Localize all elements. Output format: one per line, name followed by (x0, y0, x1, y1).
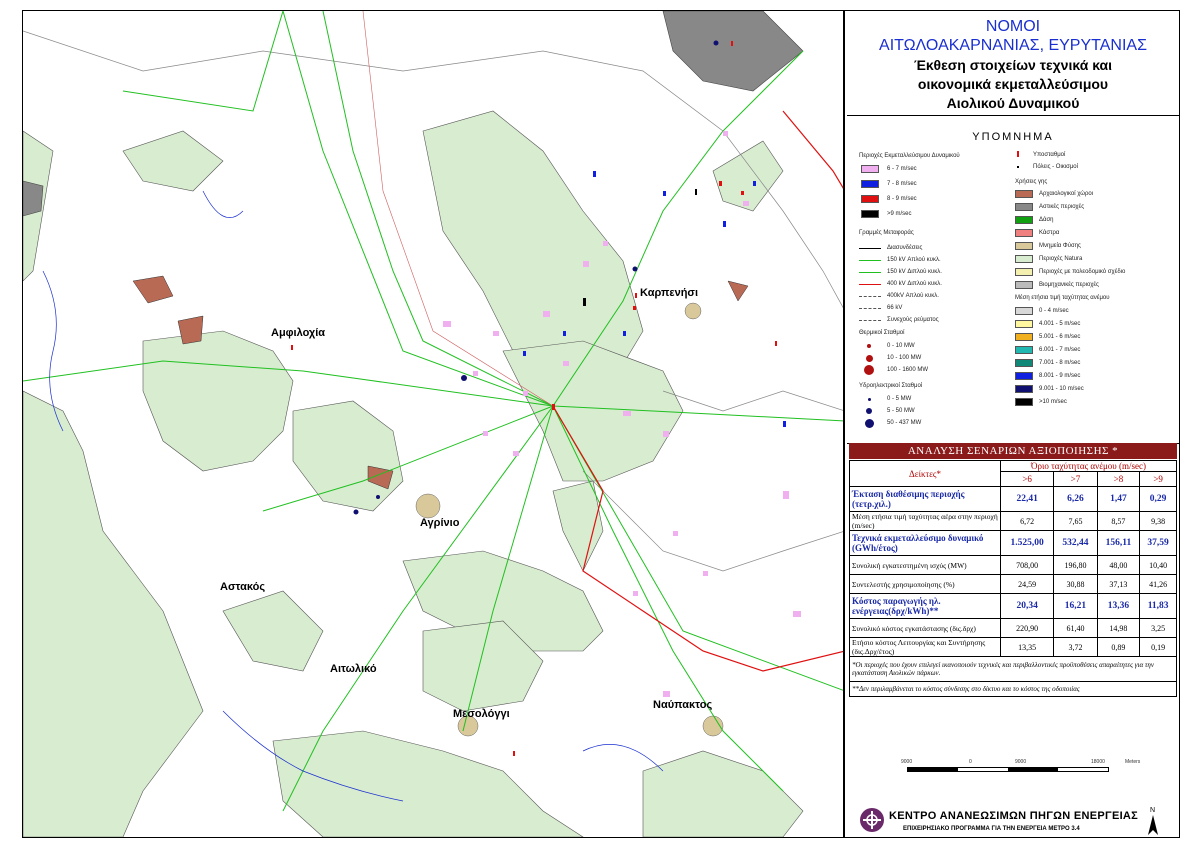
table-cell: 8,57 (1097, 512, 1140, 531)
table-cell: 3,72 (1054, 638, 1097, 657)
table-cell: 48,00 (1097, 556, 1140, 575)
archaeological-site (728, 281, 748, 301)
legend-line (859, 284, 881, 285)
legend-swatch (861, 180, 879, 188)
legend-label: Βιομηχανικές περιοχές (1039, 282, 1099, 288)
scale-label: 18000 (1091, 759, 1105, 765)
legend-heading: Χρήσεις γης (1015, 179, 1048, 185)
legend-label: 66 kV (887, 305, 903, 311)
table-cell: 41,26 (1140, 575, 1177, 594)
legend-label: Συνεχούς ρεύματος (887, 317, 939, 323)
row-label: Συντελεστής χρησιμοποίησης (%) (850, 575, 1001, 594)
natura-area (273, 731, 583, 837)
legend-heading: Υδροηλεκτρικοί Σταθμοί (859, 383, 923, 389)
legend-swatch (861, 165, 879, 173)
city-icon (1017, 166, 1019, 168)
legend-label: 0 - 4 m/sec (1039, 308, 1069, 314)
legend-label: Αστικές περιοχές (1039, 204, 1085, 210)
table-cell: 1.525,00 (1001, 531, 1054, 556)
legend-label: 8.001 - 9 m/sec (1039, 373, 1081, 379)
legend-label: Περιοχές Natura (1039, 256, 1083, 262)
legend-label: Πόλεις - Οικισμοί (1033, 164, 1078, 170)
legend-label: 4.001 - 5 m/sec (1039, 321, 1081, 327)
table-cell: 220,90 (1001, 619, 1054, 638)
analysis-rows (850, 487, 1177, 657)
legend-heading: Περιοχές Εκμεταλλεύσιμου Δυναμικού (859, 153, 960, 159)
legend-line (859, 272, 881, 273)
legend-swatch (1015, 346, 1033, 354)
table-cell: 196,80 (1054, 556, 1097, 575)
program-name: ΕΠΙΧΕΙΡΗΣΙΑΚΟ ΠΡΟΓΡΑΜΜΑ ΓΙΑ ΤΗΝ ΕΝΕΡΓΕΙΑ ΜΕΤΡΟ 3.4 (903, 826, 1080, 832)
legend-swatch (861, 210, 879, 218)
legend-swatch (1015, 216, 1033, 224)
threshold-header: >9 (1140, 472, 1177, 487)
legend-line (859, 320, 881, 321)
legend-label: >9 m/sec (887, 211, 912, 217)
table-cell: 13,36 (1097, 594, 1140, 619)
table-cell: 156,11 (1097, 531, 1140, 556)
legend-label: 7.001 - 8 m/sec (1039, 360, 1081, 366)
legend-swatch (1015, 242, 1033, 250)
table-row (850, 512, 1177, 531)
legend-label: Αρχαιολογικοί χώροι (1039, 191, 1094, 197)
natura-area (143, 331, 293, 471)
legend-label: 0 - 10 MW (887, 343, 915, 349)
hydro-station-icon (866, 408, 872, 414)
legend-label: Κάστρα (1039, 230, 1060, 236)
scale-label: 9000 (1015, 759, 1027, 765)
table-cell: 0,29 (1140, 487, 1177, 512)
legend-swatch (1015, 359, 1033, 367)
hydro-station-icon (865, 419, 874, 428)
natura-area (713, 141, 783, 211)
table-cell: 16,21 (1054, 594, 1097, 619)
natura-area (643, 751, 803, 837)
legend-label: 100 - 1600 MW (887, 367, 929, 373)
town-label: Αμφιλοχία (271, 327, 326, 339)
table-row (850, 487, 1177, 512)
urban-area (23, 181, 43, 216)
map-canvas (23, 11, 845, 837)
table-cell: 22,41 (1001, 487, 1054, 512)
analysis-note: **Δεν περιλαμβάνεται το κόστος σύνδεσης στο δίκτυο και το κόστος της οδοποιίας (850, 682, 1177, 697)
analysis-note: *Οι περιοχές που έχουν επιλεγεί ικανοποιούν τεχνικές και περιβαλλοντικές προϋποθέσεις απαραίτητες για την εγκατάσταση Αιολικών πάρκων. (850, 657, 1177, 682)
legend-swatch (1015, 372, 1033, 380)
legend-swatch (1015, 398, 1033, 406)
natura-area (293, 401, 403, 511)
legend-label: 0 - 5 MW (887, 396, 912, 402)
row-label: Συνολικό κόστος εγκατάστασης (δις.δρχ) (850, 619, 1001, 638)
table-cell: 7,65 (1054, 512, 1097, 531)
table-cell: 6,72 (1001, 512, 1054, 531)
legend-label: 5 - 50 MW (887, 408, 915, 414)
legend-swatch (1015, 281, 1033, 289)
title-block (847, 11, 1179, 116)
table-cell: 6,26 (1054, 487, 1097, 512)
legend-line (859, 296, 881, 297)
legend-label: 150 kV Απλού κυκλ. (887, 257, 941, 263)
legend-label: Περιοχές με πολεοδομικό σχέδιο (1039, 269, 1126, 275)
table-row (850, 575, 1177, 594)
town-label: Καρπενήσι (640, 287, 699, 299)
table-cell: 30,88 (1054, 575, 1097, 594)
map-panel[interactable] (23, 11, 845, 837)
table-cell: 3,25 (1140, 619, 1177, 638)
legend (847, 117, 1179, 444)
legend-label: >10 m/sec (1039, 399, 1067, 405)
legend-swatch (1015, 190, 1033, 198)
table-cell: 20,34 (1001, 594, 1054, 619)
hydro-station-icon (868, 398, 871, 401)
legend-swatch (1015, 203, 1033, 211)
legend-label: 150 kV Διπλού κυκλ. (887, 269, 942, 275)
title-line: ΝΟΜΟΙ (985, 18, 1041, 35)
substation-icon (1017, 151, 1019, 157)
subtitle-line: Έκθεση στοιχείων τεχνικά και (913, 57, 1113, 73)
legend-line (859, 308, 881, 309)
legend-swatch (1015, 320, 1033, 328)
analysis-header: ΑΝΑΛΥΣΗ ΣΕΝΑΡΙΩΝ ΑΞΙΟΠΟΙΗΣΗΣ * (849, 443, 1177, 459)
table-row (850, 638, 1177, 657)
table-cell: 11,83 (1140, 594, 1177, 619)
legend-swatch (1015, 385, 1033, 393)
town-label: Μεσολόγγι (453, 708, 510, 720)
indicators-header: Δείκτες* (850, 461, 1001, 487)
subtitle-line: οικονομικά εκμεταλλεύσιμου (917, 76, 1109, 92)
row-label: Μέση ετήσια τιμή ταχύτητας αέρα στην περιοχή (m/sec) (850, 512, 1001, 531)
legend-label: 9.001 - 10 m/sec (1039, 386, 1084, 392)
limit-header: Όριο ταχύτητας ανέμου (m/sec) (1001, 461, 1177, 472)
natura-area (23, 391, 203, 837)
analysis-panel (847, 443, 1179, 759)
legend-heading: Μέση ετήσια τιμή ταχύτητας ανέμου (1015, 295, 1110, 301)
threshold-header: >8 (1097, 472, 1140, 487)
urban-area (663, 11, 803, 91)
table-row (850, 556, 1177, 575)
row-label: Συνολική εγκατεστημένη ισχύς (MW) (850, 556, 1001, 575)
table-cell: 10,40 (1140, 556, 1177, 575)
footer (847, 759, 1179, 837)
legend-swatch (1015, 268, 1033, 276)
table-cell: 532,44 (1054, 531, 1097, 556)
natura-area (123, 131, 223, 191)
org-name: ΚΕΝΤΡΟ ΑΝΑΝΕΩΣΙΜΩΝ ΠΗΓΩΝ ΕΝΕΡΓΕΙΑΣ (889, 810, 1139, 822)
legend-line (859, 260, 881, 261)
row-label: Τεχνικά εκμεταλλεύσιμο δυναμικό (GWh/έτος) (850, 531, 1001, 556)
table-cell: 0,19 (1140, 638, 1177, 657)
legend-label: 7 - 8 m/sec (887, 181, 917, 187)
table-row (850, 594, 1177, 619)
side-panel (847, 11, 1179, 837)
legend-label: 400kV Απλού κυκλ. (887, 293, 939, 299)
legend-swatch (1015, 229, 1033, 237)
legend-line (859, 248, 881, 249)
table-cell: 37,13 (1097, 575, 1140, 594)
north-arrow-icon (1147, 815, 1159, 835)
table-cell: 14,98 (1097, 619, 1140, 638)
threshold-header: >7 (1054, 472, 1097, 487)
legend-label: 6.001 - 7 m/sec (1039, 347, 1081, 353)
legend-heading: Θερμικοί Σταθμοί (859, 330, 905, 336)
analysis-table (849, 460, 1177, 697)
table-cell: 61,40 (1054, 619, 1097, 638)
title-line: ΑΙΤΩΛΟΑΚΑΡΝΑΝΙΑΣ, ΕΥΡΥΤΑΝΙΑΣ (879, 37, 1147, 54)
legend-label: 5.001 - 6 m/sec (1039, 334, 1081, 340)
legend-label: 50 - 437 MW (887, 420, 922, 426)
legend-label: 8 - 9 m/sec (887, 196, 917, 202)
thermal-station-icon (867, 344, 871, 348)
table-cell: 708,00 (1001, 556, 1054, 575)
scale-bar (907, 767, 1109, 772)
town-label: Αγρίνιο (420, 517, 460, 529)
natura-area (223, 591, 323, 671)
scale-unit: Meters (1125, 759, 1141, 765)
archaeological-site (133, 276, 173, 303)
table-row (850, 531, 1177, 556)
legend-label: 400 kV Διπλού κυκλ. (887, 281, 942, 287)
legend-label: Δάση (1039, 217, 1054, 223)
thermal-station-icon (866, 355, 873, 362)
row-label: Κόστος παραγωγής ηλ. ενέργειας(δρχ/kWh)** (850, 594, 1001, 619)
table-cell: 24,59 (1001, 575, 1054, 594)
legend-label: Διασυνδέσεις (887, 245, 923, 251)
legend-title: ΥΠΟΜΝΗΜΑ (972, 131, 1054, 143)
legend-swatch (1015, 255, 1033, 263)
legend-swatch (1015, 333, 1033, 341)
cres-logo-icon (859, 807, 885, 833)
table-cell: 13,35 (1001, 638, 1054, 657)
town-label: Ναύπακτος (653, 699, 713, 711)
legend-label: 6 - 7 m/sec (887, 166, 917, 172)
town-label: Αιτωλικό (330, 663, 377, 675)
scale-label: 9000 (901, 759, 913, 765)
thermal-station-icon (864, 365, 874, 375)
scale-label: 0 (969, 759, 972, 765)
threshold-header: >6 (1001, 472, 1054, 487)
legend-label: Υποσταθμοί (1033, 152, 1066, 158)
town-label: Αστακός (220, 581, 266, 593)
table-cell: 1,47 (1097, 487, 1140, 512)
legend-label: 10 - 100 MW (887, 355, 922, 361)
row-label: Έκταση διαθέσιμης περιοχής (τετρ.χιλ.) (850, 487, 1001, 512)
table-row (850, 619, 1177, 638)
legend-swatch (861, 195, 879, 203)
subtitle-line: Αιολικού Δυναμικού (946, 95, 1080, 111)
legend-swatch (1015, 307, 1033, 315)
north-label: N (1150, 807, 1156, 814)
legend-heading: Γραμμές Μεταφοράς (859, 230, 914, 236)
table-cell: 9,38 (1140, 512, 1177, 531)
table-cell: 0,89 (1097, 638, 1140, 657)
table-cell: 37,59 (1140, 531, 1177, 556)
row-label: Ετήσιο κόστος Λειτουργίας και Συντήρησης (δις.Δρχ/έτος) (850, 638, 1001, 657)
legend-label: Μνημεία Φύσης (1039, 243, 1081, 249)
